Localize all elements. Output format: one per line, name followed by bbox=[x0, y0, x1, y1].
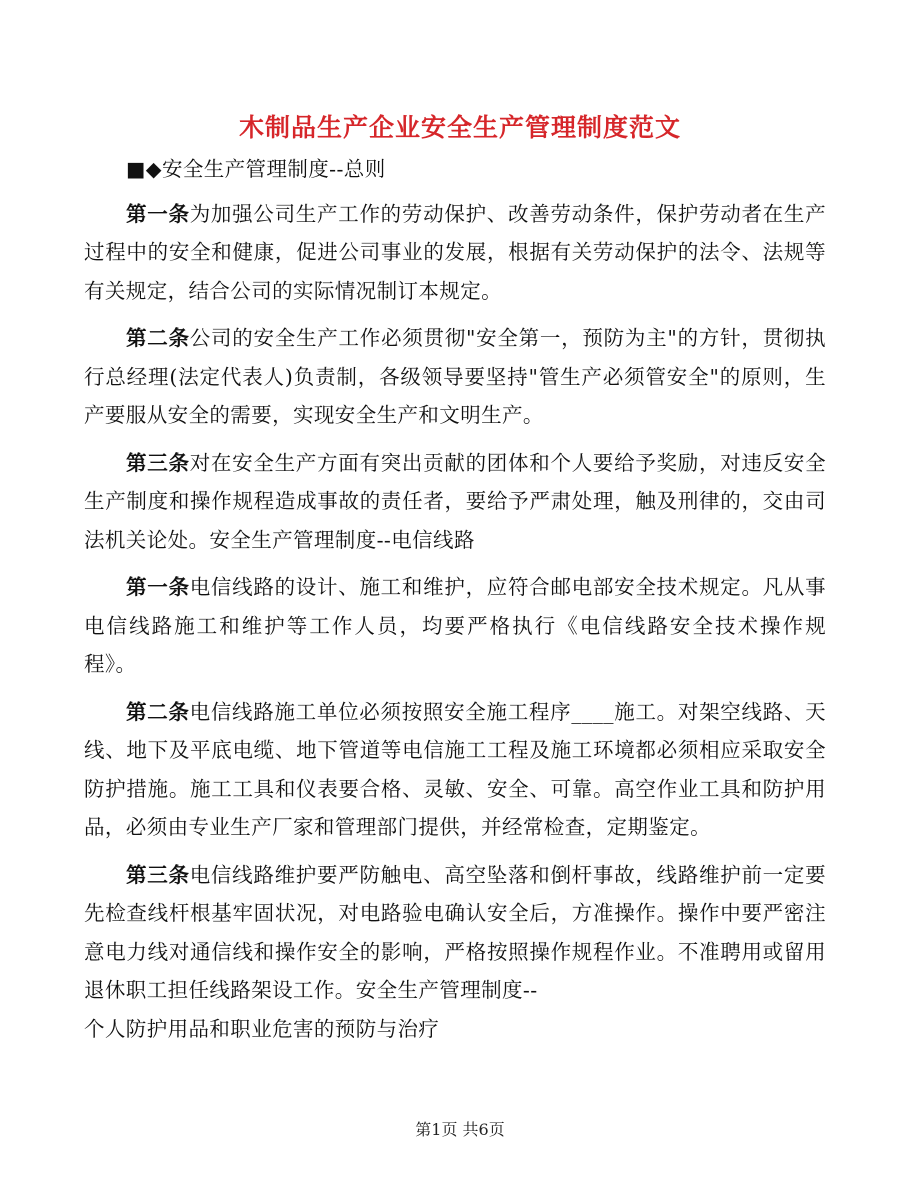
section-continuation: 个人防护用品和职业危害的预防与治疗 bbox=[84, 1016, 440, 1041]
article-paragraph bbox=[84, 693, 826, 847]
article-label: 第三条 bbox=[126, 862, 190, 887]
article-text: 电信线路的设计、施工和维护，应符合邮电部安全技术规定。凡从事电信线路施工和维护等工作人员，均要严格执行《电信线路安全技术操作规程》。 bbox=[84, 575, 827, 676]
article-text: 电信线路施工单位必须按照安全施工程序____施工。对架空线路、天线、地下及平底电缆、地下管道等电信施工工程及施工环境都必须相应采取安全防护措施。施工工具和仪表要合格、灵敏、安全、可靠。高空作业工具和防护用品，必须由专业生产厂家和管理部门提供，并经常检查，定期鉴定。 bbox=[84, 699, 826, 839]
section-heading: ■◆安全生产管理制度--总则 bbox=[126, 157, 386, 181]
article-paragraph bbox=[84, 856, 826, 1010]
article-text: 公司的安全生产工作必须贯彻"安全第一，预防为主"的方针，贯彻执行总经理(法定代表人)负责制，各级领导要坚持"管生产必须管安全"的原则，生产要服从安全的需要，实现安全生产和文明生产。 bbox=[84, 326, 826, 427]
article-label: 第三条 bbox=[126, 450, 190, 475]
article-text: 电信线路维护要严防触电、高空坠落和倒杆事故，线路维护前一定要先检查线杆根基牢固状况，对电路验电确认安全后，方准操作。操作中要严密注意电力线对通信线和操作安全的影响，严格按照操作规程作业。不准聘用或留用退休职工担任线路架设工作。安全生产管理制度-- bbox=[84, 862, 827, 1002]
article-label: 第一条 bbox=[126, 201, 190, 226]
article-label: 第二条 bbox=[126, 699, 190, 724]
document-body bbox=[84, 150, 826, 1048]
article-paragraph bbox=[84, 568, 826, 684]
article-text: 对在安全生产方面有突出贡献的团体和个人要给予奖励，对违反安全生产制度和操作规程造成事故的责任者，要给予严肃处理，触及刑律的，交由司法机关论处。安全生产管理制度--电信线路 bbox=[84, 450, 827, 552]
article-paragraph bbox=[84, 444, 826, 560]
article-paragraph bbox=[84, 195, 826, 311]
article-label: 第二条 bbox=[126, 326, 190, 350]
document-title: 木制品生产企业安全生产管理制度范文 bbox=[238, 113, 681, 142]
article-paragraph bbox=[84, 319, 826, 435]
article-label: 第一条 bbox=[126, 575, 190, 599]
article-text: 为加强公司生产工作的劳动保护、改善劳动条件，保护劳动者在生产过程中的安全和健康，促进公司事业的发展，根据有关劳动保护的法令、法规等有关规定，结合公司的实际情况制订本规定。 bbox=[84, 201, 827, 303]
page-number-footer: 第1页 共6页 bbox=[415, 1120, 505, 1139]
